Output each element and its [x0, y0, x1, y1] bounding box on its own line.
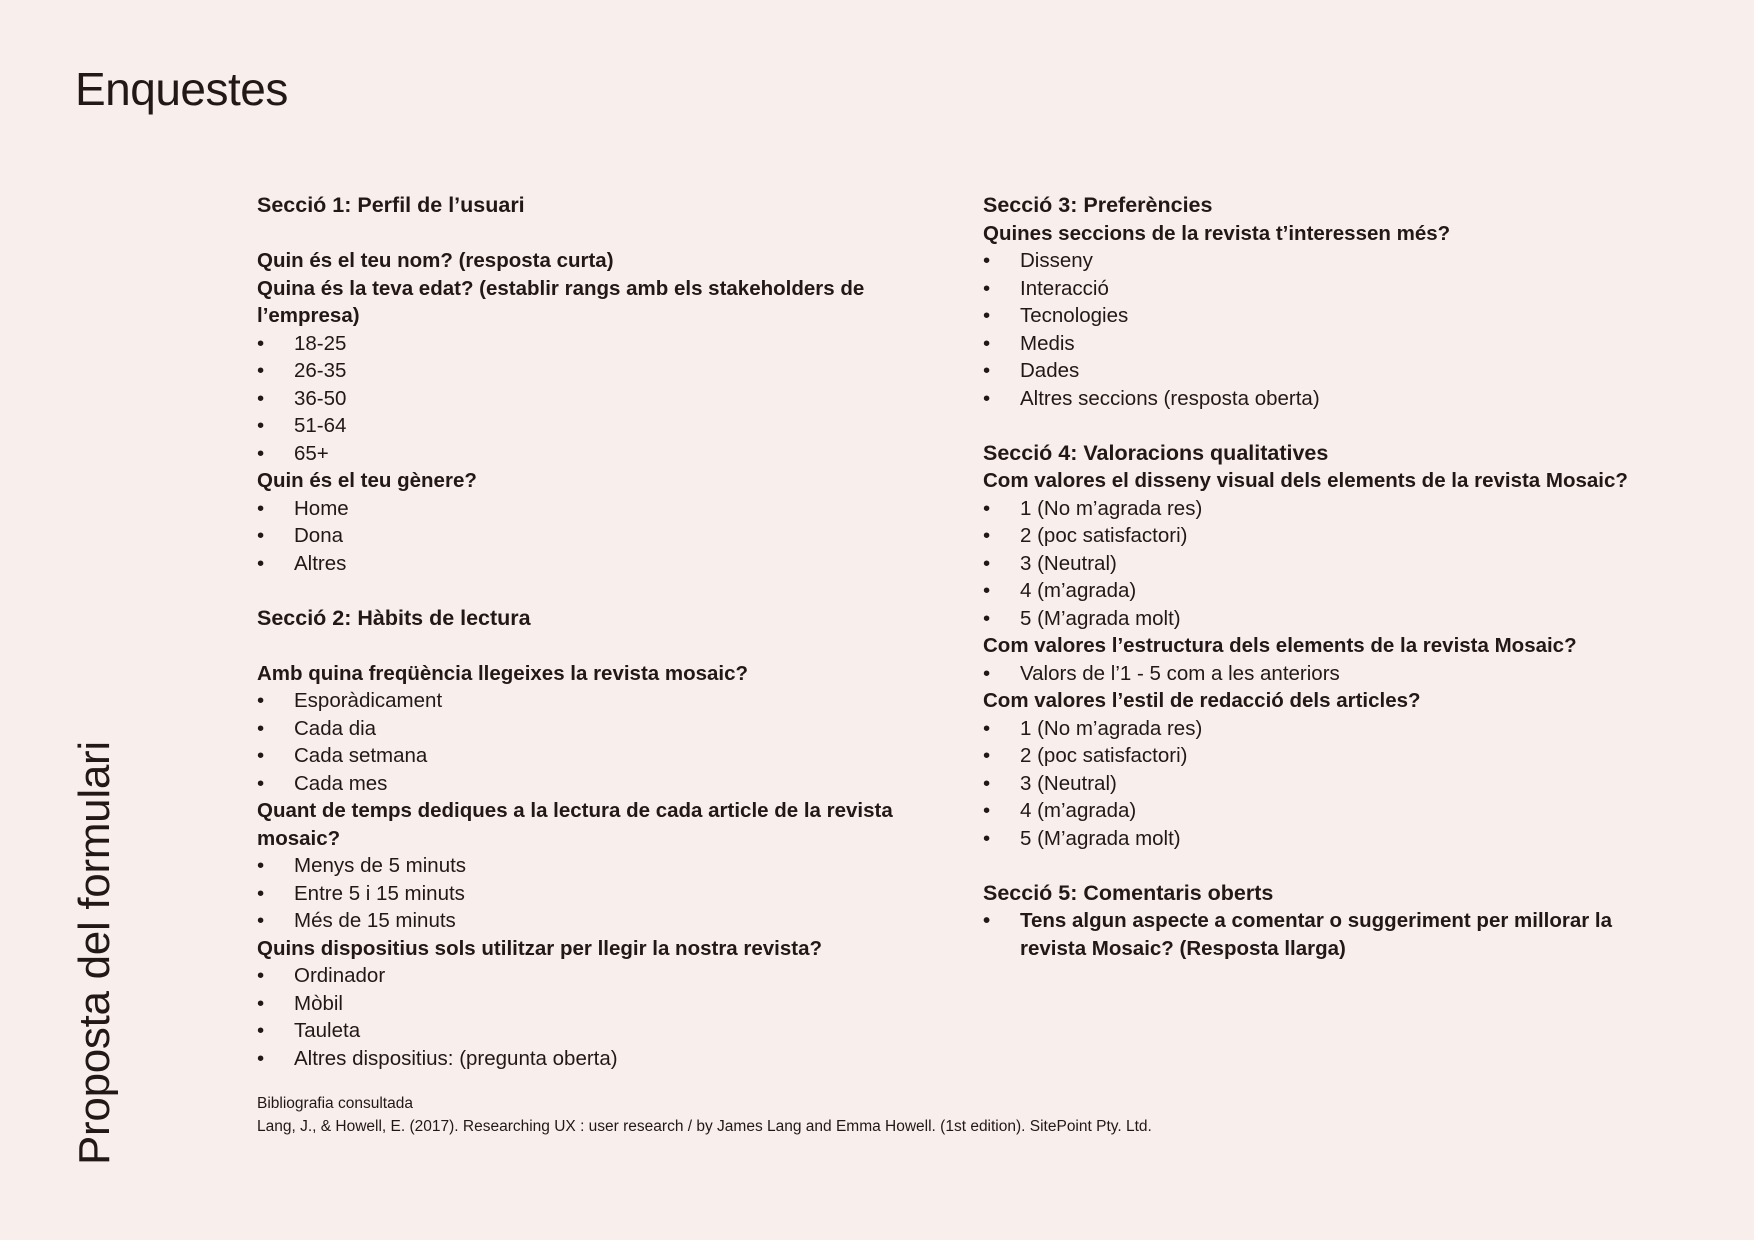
option-item: • Entre 5 i 15 minuts [257, 880, 937, 908]
s4-q3: Com valores l’estil de redacció dels articles? [983, 689, 1421, 712]
s1-q2: Quina és la teva edat? (establir rangs amb els stakeholders de l’empresa) [257, 276, 865, 327]
right-column [983, 192, 1663, 962]
option-item: • Cada setmana [257, 742, 937, 770]
s1-q1: Quin és el teu nom? (resposta curta) [257, 249, 614, 272]
side-title: Proposta del formulari [70, 741, 119, 1165]
s3-q1: Quines seccions de la revista t’interessen més? [983, 221, 1451, 245]
option-item: • Mòbil [257, 990, 937, 1018]
option-item: • 2 (poc satisfactori) [983, 742, 1663, 770]
option-item: • Disseny [983, 247, 1663, 275]
s4-q2: Com valores l’estructura dels elements de la revista Mosaic? [983, 634, 1577, 657]
s4-q1-options [983, 495, 1663, 633]
s4-q3-options [983, 715, 1663, 853]
option-item: • Menys de 5 minuts [257, 852, 937, 880]
option-item: • Esporàdicament [257, 687, 937, 715]
option-item: • Altres seccions (resposta oberta) [983, 385, 1663, 413]
option-item: • Ordinador [257, 962, 937, 990]
option-item: • Valors de l’1 - 5 com a les anteriors [983, 660, 1663, 688]
s2-q2: Quant de temps dediques a la lectura de cada article de la revista mosaic? [257, 799, 893, 850]
bibliography [257, 1092, 1152, 1138]
s4-q2-options [983, 660, 1663, 688]
option-item: • 5 (M’agrada molt) [983, 605, 1663, 633]
option-item: • Altres dispositius: (pregunta oberta) [257, 1045, 937, 1073]
option-item: • 4 (m’agrada) [983, 577, 1663, 605]
option-item: • Cada dia [257, 715, 937, 743]
option-item: • Interacció [983, 275, 1663, 303]
bibliography-reference: Lang, J., & Howell, E. (2017). Researching UX : user research / by James Lang and Emma Howell. (1st edition). SitePoint Pty. Ltd. [257, 1118, 1152, 1135]
option-item: • 3 (Neutral) [983, 550, 1663, 578]
left-column [257, 192, 937, 1072]
option-item: • Dona [257, 522, 937, 550]
s1-q2-options [257, 330, 937, 468]
bibliography-label: Bibliografia consultada [257, 1095, 413, 1112]
option-item: • 5 (M’agrada molt) [983, 825, 1663, 853]
s2-q3-options [257, 962, 937, 1072]
option-item: • Dades [983, 357, 1663, 385]
option-item: • Altres [257, 550, 937, 578]
option-item: • 4 (m’agrada) [983, 797, 1663, 825]
section-5-heading: Secció 5: Comentaris oberts [983, 880, 1274, 905]
option-item: • Més de 15 minuts [257, 907, 937, 935]
option-item: • Cada mes [257, 770, 937, 798]
section-3-heading: Secció 3: Preferències [983, 193, 1213, 217]
option-item: • Medis [983, 330, 1663, 358]
s1-q3-options [257, 495, 937, 578]
option-item: • Tens algun aspecte a comentar o suggeriment per millorar la revista Mosaic? (Resposta llarga) [983, 907, 1663, 962]
option-item: • 51-64 [257, 412, 937, 440]
section-4-heading: Secció 4: Valoracions qualitatives [983, 440, 1329, 465]
option-item: • 1 (No m’agrada res) [983, 715, 1663, 743]
section-1-heading: Secció 1: Perfil de l’usuari [257, 193, 525, 217]
option-item: • 18-25 [257, 330, 937, 358]
s2-q1: Amb quina freqüència llegeixes la revista mosaic? [257, 661, 749, 685]
s2-q1-options [257, 687, 937, 797]
s5-q1-options [983, 907, 1663, 962]
option-item: • Home [257, 495, 937, 523]
s2-q2-options [257, 852, 937, 935]
s2-q3: Quins dispositius sols utilitzar per llegir la nostra revista? [257, 936, 823, 960]
option-item: • Tauleta [257, 1017, 937, 1045]
section-2-heading: Secció 2: Hàbits de lectura [257, 605, 531, 630]
s1-q3: Quin és el teu gènere? [257, 469, 477, 492]
page-title: Enquestes [75, 63, 288, 115]
s4-q1: Com valores el disseny visual dels elements de la revista Mosaic? [983, 469, 1628, 492]
option-item: • 1 (No m’agrada res) [983, 495, 1663, 523]
option-item: • Tecnologies [983, 302, 1663, 330]
option-item: • 3 (Neutral) [983, 770, 1663, 798]
option-item: • 36-50 [257, 385, 937, 413]
option-item: • 26-35 [257, 357, 937, 385]
s3-q1-options [983, 247, 1663, 412]
option-item: • 2 (poc satisfactori) [983, 522, 1663, 550]
option-item: • 65+ [257, 440, 937, 468]
